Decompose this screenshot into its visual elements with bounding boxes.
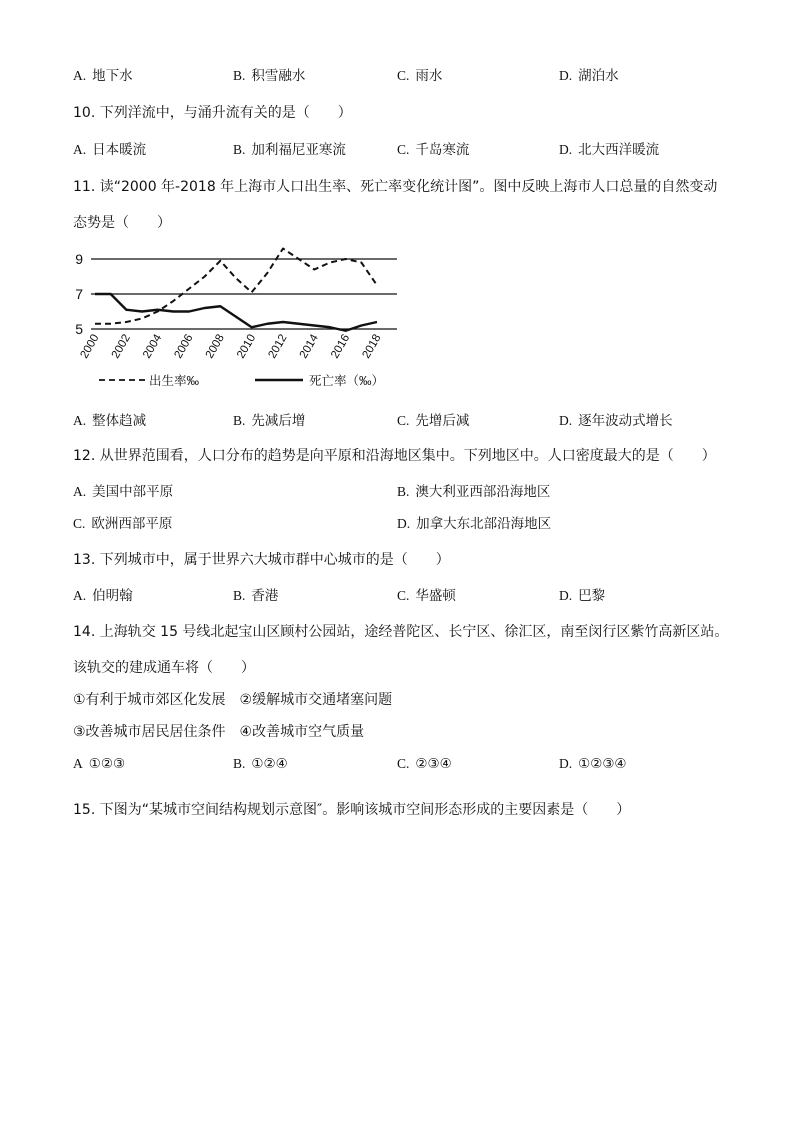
x-tick-label: 2018 <box>360 332 384 361</box>
legend-death-rate-label: 死亡率（‰） <box>309 374 385 388</box>
q13-option-a: A. 伯明翰 <box>73 588 133 604</box>
x-tick-label: 2000 <box>78 332 102 361</box>
q14-option-b: B. ①②④ <box>233 756 288 772</box>
q12-option-c: C. 欧洲西部平原 <box>73 516 173 532</box>
x-tick-label: 2004 <box>141 332 165 361</box>
q12-option-a: A. 美国中部平原 <box>73 484 174 500</box>
x-tick-label: 2006 <box>172 332 196 361</box>
q11-option-d: D. 逐年波动式增长 <box>559 413 673 429</box>
q11-option-c: C. 先增后减 <box>397 413 470 429</box>
q14-stem-line1: 14. 上海轨交 15 号线北起宝山区顾村公园站，途经普陀区、长宁区、徐汇区，南至闵行区紫竹高新区站。 <box>73 624 729 640</box>
q11-stem-line2: 态势是（ ） <box>73 215 171 231</box>
q14-option-a: A ①②③ <box>73 756 126 772</box>
x-tick-label: 2014 <box>297 332 321 361</box>
y-tick-label: 9 <box>75 251 83 267</box>
legend-birth-rate-label: 出生率‰ <box>149 374 200 388</box>
x-tick-label: 2008 <box>203 332 227 361</box>
q13-option-d: D. 巴黎 <box>559 588 606 604</box>
q9-option-d: D. 湖泊水 <box>559 68 619 84</box>
q9-option-a: A. 地下水 <box>73 68 133 84</box>
x-tick-label: 2010 <box>235 332 259 361</box>
q10-option-c: C. 千岛寒流 <box>397 142 470 158</box>
q13-option-c: C. 华盛顿 <box>397 588 456 604</box>
q10-option-d: D. 北大西洋暖流 <box>559 142 660 158</box>
q14-statements-line1: ①有利于城市郊区化发展 ②缓解城市交通堵塞问题 <box>73 692 393 708</box>
q10-option-b: B. 加利福尼亚寒流 <box>233 142 346 158</box>
q11-option-a: A. 整体趋减 <box>73 413 147 429</box>
q10-stem: 10. 下列洋流中，与涌升流有关的是（ ） <box>73 105 352 121</box>
q11-stem-line1: 11. 读“2000 年-2018 年上海市人口出生率、死亡率变化统计图”。图中反映上海市人口总量的自然变动 <box>73 179 718 195</box>
x-tick-label: 2002 <box>109 332 133 361</box>
q15-stem: 15. 下图为“某城市空间结构规划示意图″。影响该城市空间形态形成的主要因素是（ ） <box>73 802 631 818</box>
q13-option-b: B. 香港 <box>233 588 279 604</box>
birth-rate-line <box>95 249 377 324</box>
birth-death-rate-chart <box>75 240 415 395</box>
q12-option-b: B. 澳大利亚西部沿海地区 <box>397 484 551 500</box>
q9-option-c: C. 雨水 <box>397 68 443 84</box>
death-rate-line <box>95 294 377 331</box>
q14-option-d: D. ①②③④ <box>559 756 627 772</box>
x-tick-label: 2012 <box>266 332 290 361</box>
q14-stem-line2: 该轨交的建成通车将（ ） <box>73 660 255 676</box>
q14-statements-line2: ③改善城市居民居住条件 ④改善城市空气质量 <box>73 724 365 740</box>
q14-option-c: C. ②③④ <box>397 756 452 772</box>
q12-option-d: D. 加拿大东北部沿海地区 <box>397 516 552 532</box>
y-tick-label: 5 <box>75 321 83 337</box>
x-tick-label: 2016 <box>329 332 353 361</box>
q10-option-a: A. 日本暖流 <box>73 142 147 158</box>
q13-stem: 13. 下列城市中，属于世界六大城市群中心城市的是（ ） <box>73 552 450 568</box>
q12-stem: 12. 从世界范围看，人口分布的趋势是向平原和沿海地区集中。下列地区中。人口密度最大的是（ ） <box>73 448 716 464</box>
y-tick-label: 7 <box>75 286 83 302</box>
q9-option-b: B. 积雪融水 <box>233 68 306 84</box>
q11-option-b: B. 先减后增 <box>233 413 306 429</box>
